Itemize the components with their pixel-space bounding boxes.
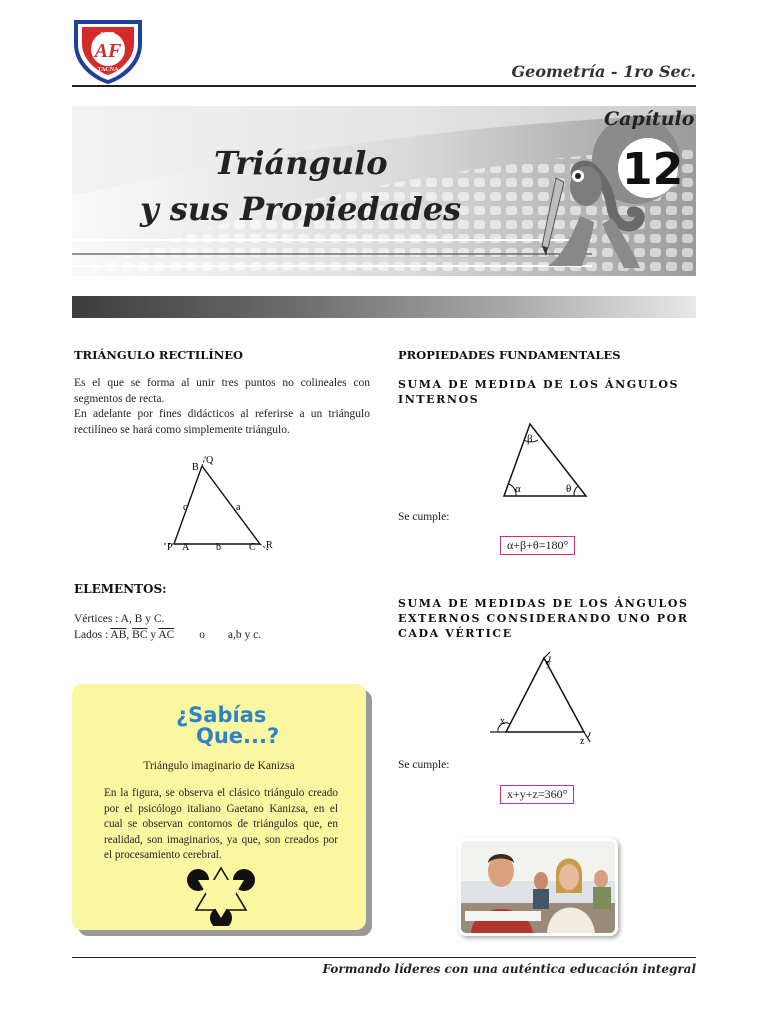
sabias-text: En la figura, se observa el clásico triángulo creado por el psicólogo italiano Gaetano Kanizsa, en el cual se observan contornos de triángulos que, en realidad, son imaginarios, ya que, son creados por el procesamiento cerebral.: [104, 787, 338, 861]
se-cumple-label-1: Se cumple:: [398, 511, 450, 523]
ext-angle-label-x: x: [500, 716, 505, 727]
chapter-title-line-2: y sus Propiedades: [140, 190, 462, 228]
lados-prefix: Lados :: [74, 629, 111, 641]
vertex-label-b: B: [192, 462, 199, 473]
angle-label-beta: β: [527, 433, 533, 445]
lados-sep-2: y: [147, 629, 159, 641]
footer-motto: Formando líderes con una auténtica educación integral: [322, 962, 696, 976]
intro-paragraph-1: Es el que se forma al unir tres puntos no colineales con segmentos de recta.: [74, 377, 370, 405]
footer-divider: [72, 957, 696, 958]
intro-paragraph-2: En adelante por fines didácticos al referirse a un triángulo rectilíneo se hará como simplemente triángulo.: [74, 408, 370, 436]
triangle-abc-figure: [160, 450, 280, 560]
side-label-a: a: [236, 502, 241, 513]
angle-label-theta: θ: [566, 483, 572, 495]
course-title: Geometría - 1ro Sec.: [511, 62, 696, 81]
lados-alt: a,b y c.: [227, 629, 262, 641]
header-divider: [72, 85, 696, 87]
segment-ac: $\overline{AC}$: [158, 629, 175, 641]
logo-place: TACNA: [97, 67, 119, 73]
students-photo: [458, 838, 618, 936]
internal-angles-triangle: [496, 418, 596, 502]
property-2-title: SUMA DE MEDIDAS DE LOS ÁNGULOS EXTERNOS CONSIDERANDO UNO POR CADA VÉRTICE: [398, 597, 689, 640]
sabias-title-part-2: Que...?: [196, 724, 280, 748]
point-label-r: R: [266, 540, 273, 551]
ext-angle-label-y: y: [546, 658, 551, 669]
section-title-elementos: ELEMENTOS:: [74, 582, 167, 596]
formula-external-angles: x+y+z=360°: [500, 785, 574, 804]
kanizsa-triangle-figure: [186, 866, 256, 926]
point-label-p: P: [167, 542, 173, 553]
chapter-title-line-1: Triángulo: [214, 144, 388, 182]
logo-letters: AF: [94, 40, 122, 62]
side-label-b: b: [216, 542, 221, 553]
side-label-c: c: [183, 502, 188, 513]
formula-internal-angles: α+β+θ=180°: [500, 536, 575, 555]
vertex-label-a: A: [182, 542, 190, 553]
school-shield-logo: [70, 14, 146, 86]
logo-ring-text: I.E.P.: [100, 31, 116, 38]
segment-bc: $\overline{BC}$: [132, 629, 148, 641]
lados-or: o: [199, 629, 205, 641]
lados-sep-1: ,: [126, 629, 133, 641]
gradient-divider-bar: [72, 296, 696, 318]
se-cumple-label-2: Se cumple:: [398, 759, 450, 771]
external-angles-triangle: [488, 652, 608, 744]
point-label-q: Q: [206, 455, 214, 466]
angle-label-alpha: α: [515, 483, 521, 495]
segment-ab: $\overline{AB}$: [110, 629, 127, 641]
sabias-subtitle: Triángulo imaginario de Kanizsa: [143, 760, 295, 772]
ext-angle-label-z: z: [580, 736, 585, 744]
chapter-number: 12: [622, 144, 684, 195]
chapter-label: Capítulo: [604, 108, 695, 130]
vertex-label-c: C: [249, 542, 256, 553]
lados-line: [74, 628, 261, 644]
sabias-title-part-1: ¿Sabías: [176, 703, 267, 727]
property-1-title: SUMA DE MEDIDA DE LOS ÁNGULOS INTERNOS: [398, 378, 680, 406]
section-title-triangulo: TRIÁNGULO RECTILÍNEO: [74, 348, 244, 362]
intro-paragraph: [74, 376, 370, 438]
section-title-propiedades: PROPIEDADES FUNDAMENTALES: [398, 348, 621, 362]
vertices-line: Vértices : A, B y C.: [74, 613, 165, 625]
